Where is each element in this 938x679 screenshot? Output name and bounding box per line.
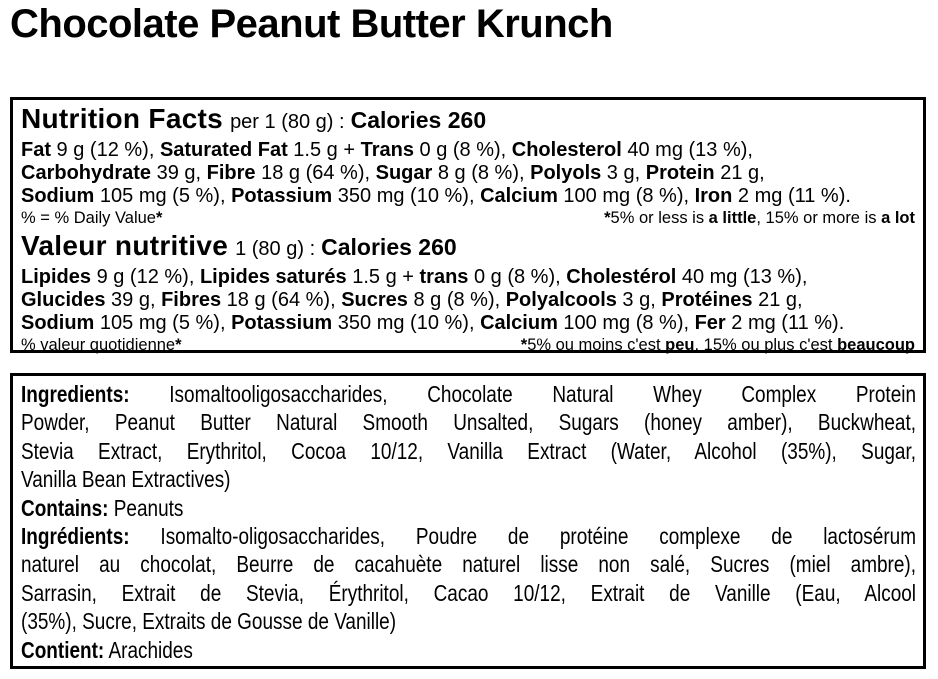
ingredients-line-fr-2: naturel au chocolat, Beurre de cacahuète naturel lisse non salé, Sucres (miel ambre), bbox=[21, 551, 917, 578]
nutrient-line-fr-glucides: Glucides 39 g, Fibres 18 g (64 %), Sucres 8 g (8 %), Polyalcools 3 g, Protéines 21 g, bbox=[21, 289, 803, 311]
daily-value-note-en: % = % Daily Value* bbox=[21, 209, 163, 227]
serving-size-fr: 1 (80 g) : bbox=[235, 238, 316, 260]
ingredients-line-fr-4: (35%), Sucre, Extraits de Gousse de Vanille) bbox=[21, 608, 397, 635]
nutrition-facts-heading-fr bbox=[21, 230, 915, 266]
ingredients-line-fr-3: Sarrasin, Extrait de Stevia, Érythritol, Cacao 10/12, Extrait de Vanille (Eau, Alcool bbox=[21, 579, 917, 606]
little-lot-note-en: *5% or less is a little, 15% or more is a lot bbox=[604, 209, 915, 227]
nutrient-line-en-fat: Fat 9 g (12 %), Saturated Fat 1.5 g + Trans 0 g (8 %), Cholesterol 40 mg (13 %), bbox=[21, 139, 753, 161]
ingredients-panel bbox=[10, 373, 926, 669]
nutrition-facts-panel bbox=[10, 97, 926, 353]
footnote-row-fr bbox=[21, 335, 915, 356]
nutrition-facts-heading-en bbox=[21, 103, 915, 139]
daily-value-note-fr: % valeur quotidienne* bbox=[21, 336, 182, 354]
calories-fr: Calories 260 bbox=[321, 234, 457, 260]
ingredients-line-fr-1: Ingrédients: Isomalto-oligosaccharides, Poudre de protéine complexe de lactosérum bbox=[21, 523, 917, 550]
ingredients-line-en-4: Vanilla Bean Extractives) bbox=[21, 466, 231, 493]
serving-size-en: per 1 (80 g) : bbox=[230, 111, 345, 133]
contains-line-fr: Contient: Arachides bbox=[21, 636, 193, 663]
ingredients-text-block bbox=[21, 380, 916, 664]
nutrient-line-en-sodium: Sodium 105 mg (5 %), Potassium 350 mg (10 %), Calcium 100 mg (8 %), Iron 2 mg (11 %). bbox=[21, 185, 851, 207]
nutrient-line-en-carbohydrate: Carbohydrate 39 g, Fibre 18 g (64 %), Sugar 8 g (8 %), Polyols 3 g, Protein 21 g, bbox=[21, 162, 765, 184]
ingredients-line-en-1: Ingredients: Isomaltooligosaccharides, Chocolate Natural Whey Complex Protein bbox=[21, 381, 917, 407]
product-title: Chocolate Peanut Butter Krunch bbox=[10, 2, 613, 46]
footnote-row-en bbox=[21, 208, 915, 229]
nutrient-line-fr-lipides: Lipides 9 g (12 %), Lipides saturés 1.5 g + trans 0 g (8 %), Cholestérol 40 mg (13 %), bbox=[21, 266, 808, 288]
ingredients-line-en-2: Powder, Peanut Butter Natural Smooth Unsalted, Sugars (honey amber), Buckwheat, bbox=[21, 409, 917, 436]
contains-line-en: Contains: Peanuts bbox=[21, 494, 184, 521]
nutrition-facts-title-fr: Valeur nutritive bbox=[21, 230, 229, 261]
peu-beaucoup-note-fr: *5% ou moins c'est peu, 15% ou plus c'est beaucoup bbox=[520, 336, 915, 354]
ingredients-line-en-3: Stevia Extract, Erythritol, Cocoa 10/12, Vanilla Extract (Water, Alcohol (35%), Sugar, bbox=[21, 437, 917, 464]
nutrition-facts-title-en: Nutrition Facts bbox=[21, 103, 224, 134]
calories-en: Calories 260 bbox=[350, 107, 487, 133]
nutrient-line-fr-sodium: Sodium 105 mg (5 %), Potassium 350 mg (10 %), Calcium 100 mg (8 %), Fer 2 mg (11 %). bbox=[21, 312, 845, 334]
